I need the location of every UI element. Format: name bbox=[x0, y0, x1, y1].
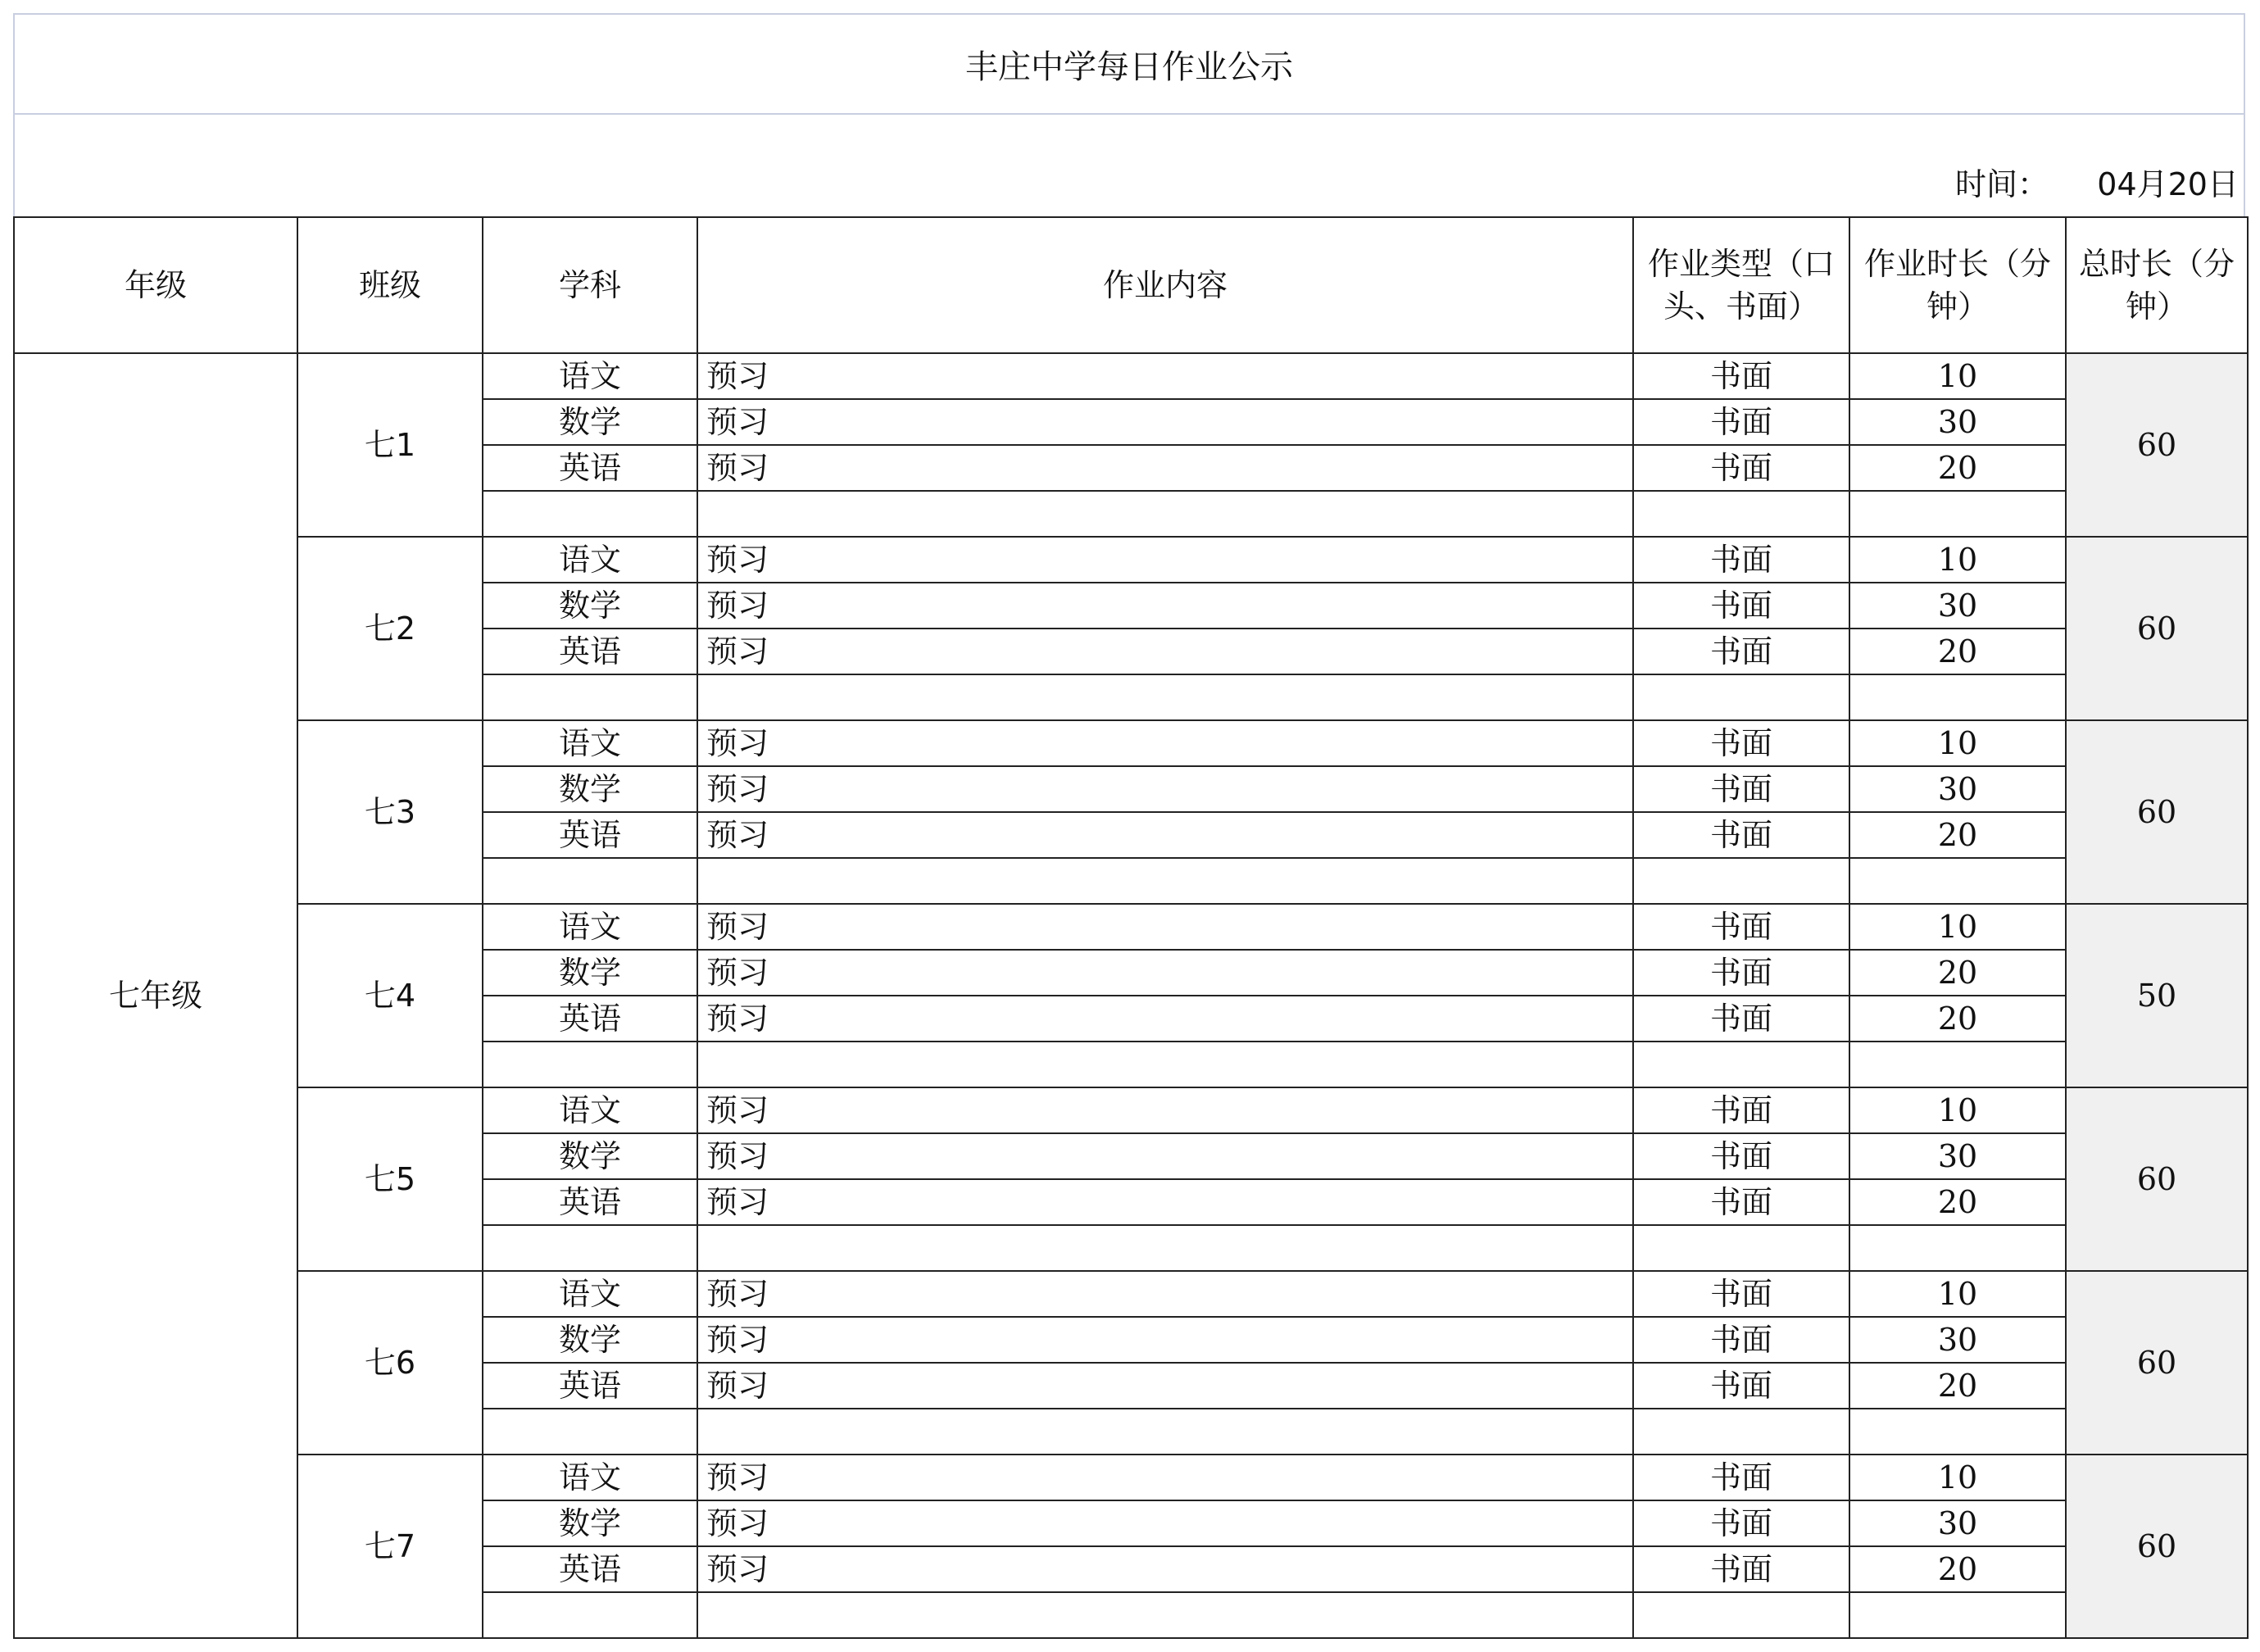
grade-cell[interactable]: 七年级 bbox=[14, 353, 297, 1638]
content-cell[interactable]: 预习 bbox=[697, 1455, 1633, 1500]
content-cell[interactable]: 预习 bbox=[697, 1500, 1633, 1546]
minutes-cell[interactable]: 30 bbox=[1849, 399, 2066, 445]
header-class[interactable]: 班级 bbox=[297, 217, 483, 353]
class-cell[interactable]: 七7 bbox=[297, 1455, 483, 1638]
type-cell[interactable]: 书面 bbox=[1633, 720, 1849, 766]
class-cell[interactable]: 七6 bbox=[297, 1271, 483, 1455]
content-cell[interactable]: 预习 bbox=[697, 904, 1633, 950]
subject-cell[interactable]: 数学 bbox=[483, 1500, 697, 1546]
minutes-cell[interactable]: 20 bbox=[1849, 996, 2066, 1042]
total-cell[interactable]: 60 bbox=[2066, 537, 2248, 720]
type-cell[interactable]: 书面 bbox=[1633, 1363, 1849, 1409]
type-cell[interactable] bbox=[1633, 1409, 1849, 1455]
subject-cell[interactable] bbox=[483, 1225, 697, 1271]
header-content[interactable]: 作业内容 bbox=[697, 217, 1633, 353]
type-cell[interactable]: 书面 bbox=[1633, 537, 1849, 583]
total-cell[interactable]: 60 bbox=[2066, 720, 2248, 904]
table-body bbox=[14, 353, 2248, 1638]
class-cell[interactable]: 七3 bbox=[297, 720, 483, 904]
header-duration[interactable]: 作业时长（分钟） bbox=[1849, 217, 2066, 353]
type-cell[interactable] bbox=[1633, 1042, 1849, 1087]
minutes-cell[interactable]: 10 bbox=[1849, 537, 2066, 583]
table-row bbox=[14, 353, 2248, 399]
minutes-cell[interactable] bbox=[1849, 674, 2066, 720]
subject-cell[interactable]: 语文 bbox=[483, 1271, 697, 1317]
table-row bbox=[14, 720, 2248, 766]
subject-cell[interactable]: 数学 bbox=[483, 950, 697, 996]
type-cell[interactable]: 书面 bbox=[1633, 950, 1849, 996]
subject-cell[interactable]: 语文 bbox=[483, 537, 697, 583]
subject-cell[interactable]: 英语 bbox=[483, 1546, 697, 1592]
content-cell[interactable]: 预习 bbox=[697, 445, 1633, 491]
type-cell[interactable]: 书面 bbox=[1633, 583, 1849, 629]
minutes-cell[interactable]: 30 bbox=[1849, 1500, 2066, 1546]
minutes-cell[interactable] bbox=[1849, 1409, 2066, 1455]
content-cell[interactable]: 预习 bbox=[697, 996, 1633, 1042]
type-cell[interactable]: 书面 bbox=[1633, 1179, 1849, 1225]
type-cell[interactable]: 书面 bbox=[1633, 1271, 1849, 1317]
subject-cell[interactable] bbox=[483, 491, 697, 537]
subject-cell[interactable] bbox=[483, 1042, 697, 1087]
type-cell[interactable] bbox=[1633, 491, 1849, 537]
minutes-cell[interactable] bbox=[1849, 491, 2066, 537]
class-cell[interactable]: 七5 bbox=[297, 1087, 483, 1271]
minutes-cell[interactable]: 30 bbox=[1849, 583, 2066, 629]
minutes-cell[interactable]: 20 bbox=[1849, 1546, 2066, 1592]
header-row bbox=[14, 217, 2248, 353]
minutes-cell[interactable]: 30 bbox=[1849, 1133, 2066, 1179]
header-type[interactable]: 作业类型（口头、书面） bbox=[1633, 217, 1849, 353]
header-subject[interactable]: 学科 bbox=[483, 217, 697, 353]
table-row bbox=[14, 904, 2248, 950]
date-label: 时间： bbox=[1954, 166, 2049, 202]
content-cell[interactable]: 预习 bbox=[697, 1087, 1633, 1133]
minutes-cell[interactable]: 30 bbox=[1849, 766, 2066, 812]
type-cell[interactable]: 书面 bbox=[1633, 766, 1849, 812]
sheet-title-cell[interactable] bbox=[13, 13, 2245, 115]
content-cell[interactable]: 预习 bbox=[697, 1179, 1633, 1225]
type-cell[interactable]: 书面 bbox=[1633, 1133, 1849, 1179]
content-cell[interactable] bbox=[697, 1409, 1633, 1455]
subject-cell[interactable]: 数学 bbox=[483, 583, 697, 629]
type-cell[interactable] bbox=[1633, 1225, 1849, 1271]
type-cell[interactable]: 书面 bbox=[1633, 399, 1849, 445]
content-cell[interactable]: 预习 bbox=[697, 537, 1633, 583]
table-row bbox=[14, 1271, 2248, 1317]
table-row bbox=[14, 537, 2248, 583]
type-cell[interactable]: 书面 bbox=[1633, 1455, 1849, 1500]
sheet-title: 丰庄中学每日作业公示 bbox=[965, 48, 1293, 86]
subject-cell[interactable]: 数学 bbox=[483, 1317, 697, 1363]
subject-cell[interactable] bbox=[483, 1409, 697, 1455]
content-cell[interactable]: 预习 bbox=[697, 1546, 1633, 1592]
content-cell[interactable] bbox=[697, 1225, 1633, 1271]
subject-cell[interactable]: 英语 bbox=[483, 1179, 697, 1225]
content-cell[interactable]: 预习 bbox=[697, 812, 1633, 858]
type-cell[interactable]: 书面 bbox=[1633, 353, 1849, 399]
content-cell[interactable]: 预习 bbox=[697, 399, 1633, 445]
subject-cell[interactable]: 英语 bbox=[483, 812, 697, 858]
type-cell[interactable] bbox=[1633, 1592, 1849, 1638]
type-cell[interactable]: 书面 bbox=[1633, 445, 1849, 491]
minutes-cell[interactable] bbox=[1849, 858, 2066, 904]
content-cell[interactable] bbox=[697, 1592, 1633, 1638]
minutes-cell[interactable]: 10 bbox=[1849, 1455, 2066, 1500]
type-cell[interactable]: 书面 bbox=[1633, 996, 1849, 1042]
content-cell[interactable] bbox=[697, 674, 1633, 720]
content-cell[interactable] bbox=[697, 858, 1633, 904]
content-cell[interactable] bbox=[697, 491, 1633, 537]
content-cell[interactable]: 预习 bbox=[697, 766, 1633, 812]
subject-cell[interactable] bbox=[483, 674, 697, 720]
class-cell[interactable]: 七2 bbox=[297, 537, 483, 720]
minutes-cell[interactable]: 20 bbox=[1849, 1179, 2066, 1225]
type-cell[interactable]: 书面 bbox=[1633, 629, 1849, 674]
subject-cell[interactable]: 数学 bbox=[483, 1133, 697, 1179]
class-cell[interactable]: 七1 bbox=[297, 353, 483, 537]
content-cell[interactable]: 预习 bbox=[697, 1363, 1633, 1409]
subject-cell[interactable]: 语文 bbox=[483, 1087, 697, 1133]
content-cell[interactable]: 预习 bbox=[697, 950, 1633, 996]
subject-cell[interactable]: 数学 bbox=[483, 766, 697, 812]
minutes-cell[interactable]: 10 bbox=[1849, 720, 2066, 766]
minutes-cell[interactable]: 30 bbox=[1849, 1317, 2066, 1363]
subject-cell[interactable] bbox=[483, 1592, 697, 1638]
subject-cell[interactable]: 英语 bbox=[483, 445, 697, 491]
content-cell[interactable]: 预习 bbox=[697, 1271, 1633, 1317]
minutes-cell[interactable]: 10 bbox=[1849, 353, 2066, 399]
minutes-cell[interactable]: 20 bbox=[1849, 445, 2066, 491]
total-cell[interactable]: 60 bbox=[2066, 353, 2248, 537]
content-cell[interactable]: 预习 bbox=[697, 1317, 1633, 1363]
minutes-cell[interactable]: 20 bbox=[1849, 950, 2066, 996]
minutes-cell[interactable] bbox=[1849, 1225, 2066, 1271]
content-cell[interactable] bbox=[697, 1042, 1633, 1087]
content-cell[interactable]: 预习 bbox=[697, 583, 1633, 629]
subject-cell[interactable]: 语文 bbox=[483, 353, 697, 399]
content-cell[interactable]: 预习 bbox=[697, 629, 1633, 674]
header-total[interactable]: 总时长（分钟） bbox=[2066, 217, 2248, 353]
subject-cell[interactable]: 语文 bbox=[483, 720, 697, 766]
subject-cell[interactable]: 英语 bbox=[483, 1363, 697, 1409]
homework-sheet bbox=[13, 13, 2247, 1639]
type-cell[interactable]: 书面 bbox=[1633, 1500, 1849, 1546]
minutes-cell[interactable]: 10 bbox=[1849, 1087, 2066, 1133]
type-cell[interactable] bbox=[1633, 674, 1849, 720]
total-cell[interactable]: 60 bbox=[2066, 1271, 2248, 1455]
minutes-cell[interactable] bbox=[1849, 1042, 2066, 1087]
minutes-cell[interactable]: 20 bbox=[1849, 1363, 2066, 1409]
minutes-cell[interactable]: 10 bbox=[1849, 904, 2066, 950]
subject-cell[interactable]: 语文 bbox=[483, 904, 697, 950]
type-cell[interactable]: 书面 bbox=[1633, 904, 1849, 950]
type-cell[interactable]: 书面 bbox=[1633, 812, 1849, 858]
total-cell[interactable]: 60 bbox=[2066, 1087, 2248, 1271]
class-cell[interactable]: 七4 bbox=[297, 904, 483, 1087]
date-row[interactable] bbox=[13, 113, 2245, 216]
minutes-cell[interactable]: 10 bbox=[1849, 1271, 2066, 1317]
subject-cell[interactable]: 英语 bbox=[483, 629, 697, 674]
content-cell[interactable]: 预习 bbox=[697, 1133, 1633, 1179]
total-cell[interactable]: 50 bbox=[2066, 904, 2248, 1087]
minutes-cell[interactable]: 20 bbox=[1849, 629, 2066, 674]
homework-table bbox=[13, 216, 2249, 1639]
minutes-cell[interactable] bbox=[1849, 1592, 2066, 1638]
total-cell[interactable]: 60 bbox=[2066, 1455, 2248, 1638]
date-value: 04月20日 bbox=[2097, 166, 2239, 202]
subject-cell[interactable] bbox=[483, 858, 697, 904]
type-cell[interactable] bbox=[1633, 858, 1849, 904]
type-cell[interactable]: 书面 bbox=[1633, 1087, 1849, 1133]
content-cell[interactable]: 预习 bbox=[697, 720, 1633, 766]
subject-cell[interactable]: 英语 bbox=[483, 996, 697, 1042]
type-cell[interactable]: 书面 bbox=[1633, 1546, 1849, 1592]
type-cell[interactable]: 书面 bbox=[1633, 1317, 1849, 1363]
content-cell[interactable]: 预习 bbox=[697, 353, 1633, 399]
table-row bbox=[14, 1087, 2248, 1133]
header-grade[interactable]: 年级 bbox=[14, 217, 297, 353]
minutes-cell[interactable]: 20 bbox=[1849, 812, 2066, 858]
subject-cell[interactable]: 数学 bbox=[483, 399, 697, 445]
table-row bbox=[14, 1455, 2248, 1500]
subject-cell[interactable]: 语文 bbox=[483, 1455, 697, 1500]
